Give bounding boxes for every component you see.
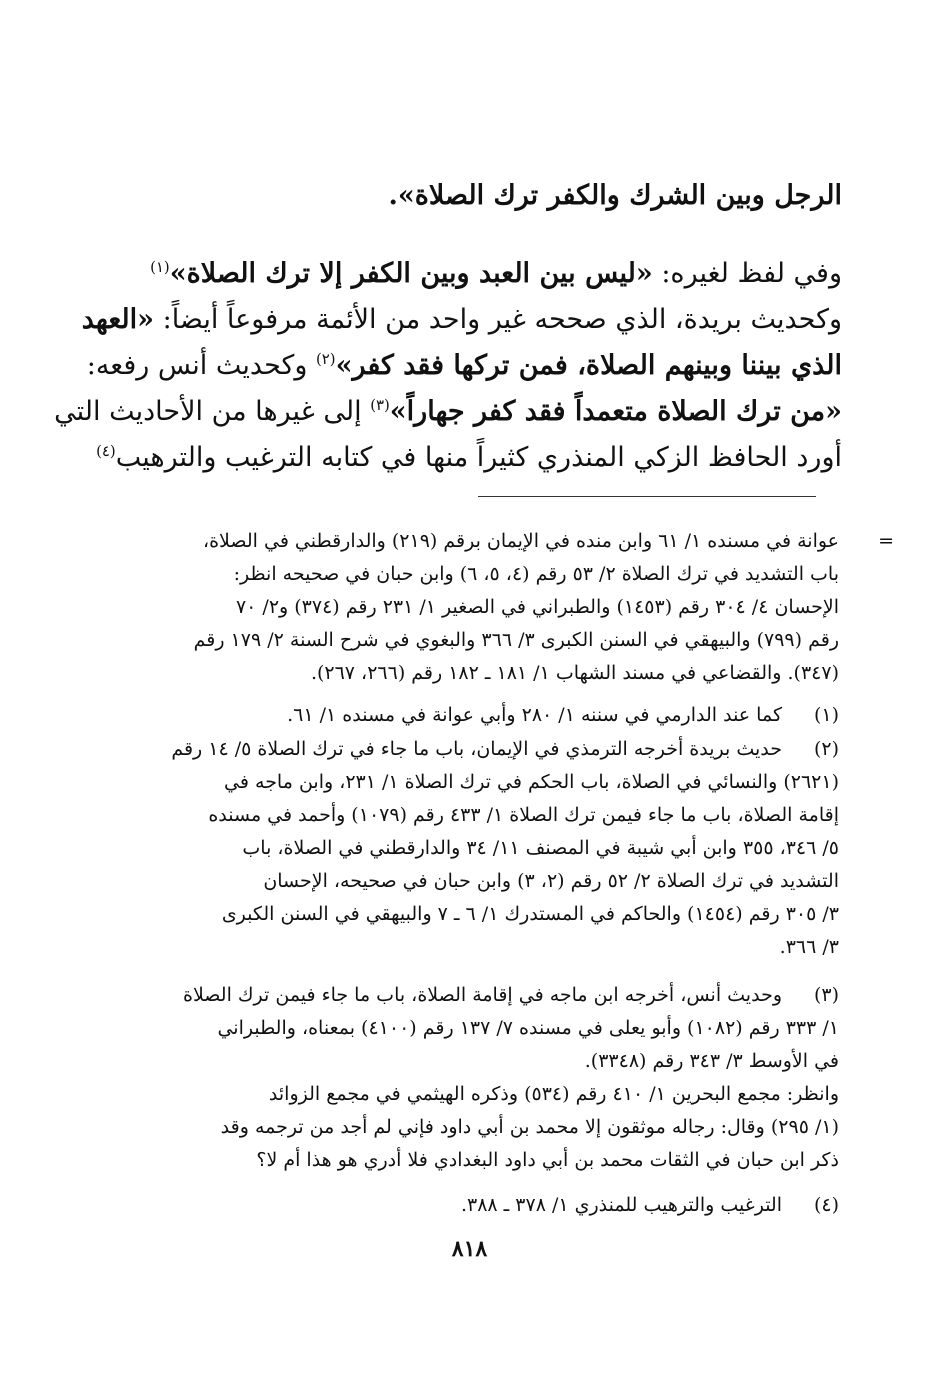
footnote-line: في الأوسط ٣/ ٣٤٣ رقم (٣٣٤٨). bbox=[584, 1050, 839, 1072]
footnote-line: باب التشديد في ترك الصلاة ٢/ ٥٣ رقم (٤، ٥، ٦) وابن حبان في صحيحه انظر: bbox=[233, 563, 839, 585]
footnote-line: ١/ ٣٣٣ رقم (١٠٨٢) وأبو يعلى في مسنده ٧/ ١٣٧ رقم (٤١٠٠) بمعناه، والطبراني bbox=[217, 1017, 839, 1039]
main-text-line-2 bbox=[150, 258, 842, 289]
footnote-number: (١) bbox=[813, 704, 839, 726]
text-segment: إلى غيرها من الأحاديث التي bbox=[54, 396, 362, 427]
footnote-separator bbox=[478, 496, 816, 497]
footnote-line: وحديث أنس، أخرجه ابن ماجه في إقامة الصلاة، باب ما جاء فيمن ترك الصلاة bbox=[183, 984, 782, 1006]
footnote-ref-4: (٤) bbox=[96, 442, 116, 460]
footnote-line: كما عند الدارمي في سننه ١/ ٢٨٠ وأبي عوانة في مسنده ١/ ٦١. bbox=[287, 704, 782, 726]
text-segment: وكحديث بريدة، الذي صححه غير واحد من الأئمة مرفوعاً أيضاً: bbox=[162, 304, 842, 335]
footnote-line: ٣/ ٣٦٦. bbox=[779, 936, 839, 958]
main-text-line-5 bbox=[54, 396, 842, 427]
footnote-line: (٣٤٧). والقضاعي في مسند الشهاب ١/ ١٨١ ـ ١٨٢ رقم (٢٦٦، ٢٦٧). bbox=[310, 662, 839, 684]
text-segment: أورد الحافظ الزكي المنذري كثيراً منها في كتابه الترغيب والترهيب bbox=[115, 442, 842, 473]
text-segment: وكحديث أنس رفعه: bbox=[86, 350, 308, 381]
footnote-line: ٣/ ٣٠٥ رقم (١٤٥٤) والحاكم في المستدرك ١/ ٦ ـ ٧ والبيهقي في السنن الكبرى bbox=[221, 903, 839, 925]
footnote-number: (٢) bbox=[813, 738, 839, 760]
hadith-quote: «من ترك الصلاة متعمداً فقد كفر جهاراً» bbox=[389, 396, 842, 427]
continuation-mark: = bbox=[878, 530, 894, 552]
footnote-line: ذكر ابن حبان في الثقات محمد بن أبي داود البغدادي فلا أدري هو هذا أم لا؟ bbox=[256, 1149, 839, 1171]
hadith-quote: الذي بيننا وبينهم الصلاة، فمن تركها فقد كفر» bbox=[335, 350, 842, 381]
page-number: ٨١٨ bbox=[451, 1236, 488, 1262]
footnote-line: وانظر: مجمع البحرين ١/ ٤١٠ رقم (٥٣٤) وذكره الهيثمي في مجمع الزوائد bbox=[268, 1083, 839, 1105]
footnote-number: (٤) bbox=[813, 1194, 839, 1216]
footnote-ref-2: (٢) bbox=[316, 350, 336, 368]
footnote-line: (٢٦٢١) والنسائي في الصلاة، باب الحكم في ترك الصلاة ١/ ٢٣١، وابن ماجه في bbox=[224, 771, 839, 793]
footnote-ref-3: (٣) bbox=[370, 396, 390, 414]
footnote-line: التشديد في ترك الصلاة ٢/ ٥٢ رقم (٢، ٣) وابن حبان في صحيحه، الإحسان bbox=[263, 870, 839, 892]
main-text-line-4 bbox=[87, 350, 842, 381]
footnote-line: الإحسان ٤/ ٣٠٤ رقم (١٤٥٣) والطبراني في الصغير ١/ ٢٣١ رقم (٣٧٤) و٢/ ٧٠ bbox=[235, 596, 839, 618]
footnote-ref-1: (١) bbox=[150, 258, 170, 276]
main-text-line-1: الرجل وبين الشرك والكفر ترك الصلاة». bbox=[388, 180, 842, 211]
footnote-line: إقامة الصلاة، باب ما جاء فيمن ترك الصلاة ١/ ٤٣٣ رقم (١٠٧٩) وأحمد في مسنده bbox=[208, 804, 839, 826]
footnote-line: (١/ ٢٩٥) وقال: رجاله موثقون إلا محمد بن أبي داود فإني لم أجد من ترجمه وقد bbox=[220, 1116, 839, 1138]
footnote-line: الترغيب والترهيب للمنذري ١/ ٣٧٨ ـ ٣٨٨. bbox=[460, 1194, 782, 1216]
main-text-line-6 bbox=[96, 442, 842, 473]
footnote-number: (٣) bbox=[813, 984, 839, 1006]
text-segment: وفي لفظ لغيره: bbox=[661, 258, 842, 289]
main-text-line-3 bbox=[82, 304, 842, 335]
hadith-quote: «ليس بين العبد وبين الكفر إلا ترك الصلاة» bbox=[169, 258, 653, 289]
hadith-quote: «العهد bbox=[81, 304, 154, 335]
footnote-line: حديث بريدة أخرجه الترمذي في الإيمان، باب ما جاء في ترك الصلاة ٥/ ١٤ رقم bbox=[171, 738, 782, 760]
footnote-line: ٥/ ٣٤٦، ٣٥٥ وابن أبي شيبة في المصنف ١١/ ٣٤ والدارقطني في الصلاة، باب bbox=[242, 837, 839, 859]
footnote-line: رقم (٧٩٩) والبيهقي في السنن الكبرى ٣/ ٣٦٦ والبغوي في شرح السنة ٢/ ١٧٩ رقم bbox=[193, 629, 839, 651]
footnote-line: عوانة في مسنده ١/ ٦١ وابن منده في الإيمان برقم (٢١٩) والدارقطني في الصلاة، bbox=[202, 530, 839, 552]
